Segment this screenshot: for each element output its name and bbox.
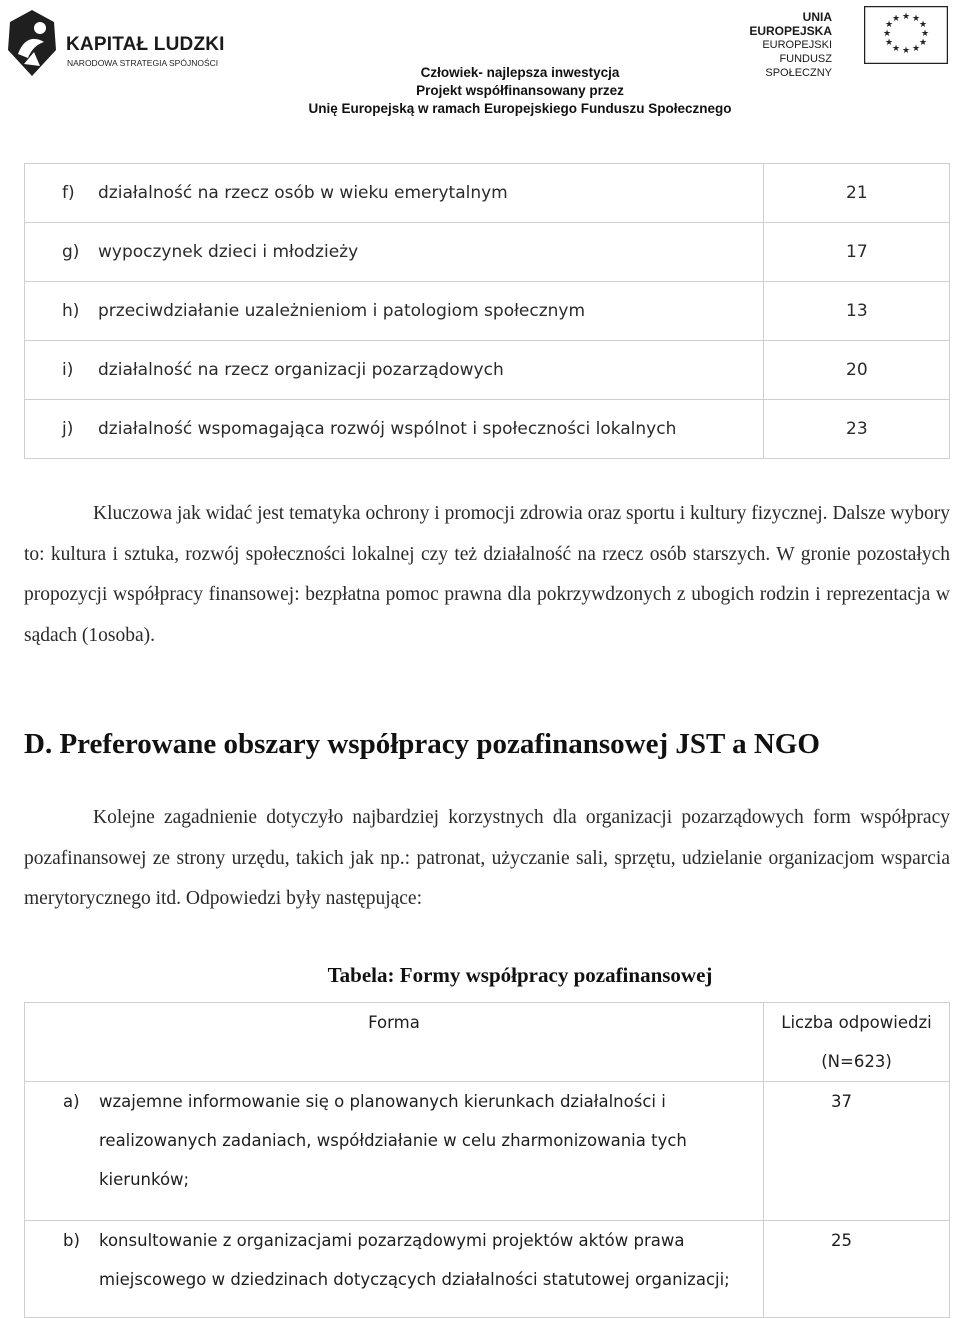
svg-text:★: ★: [911, 14, 921, 24]
slogan-line: Projekt współfinansowany przez: [416, 83, 624, 98]
table-row: [25, 1221, 950, 1318]
table-cell-count: 21: [764, 164, 950, 223]
table-cell-area: [25, 282, 764, 341]
table-header-row: [25, 1003, 950, 1082]
svg-text:★: ★: [891, 14, 901, 24]
svg-text:★: ★: [920, 29, 930, 39]
column-header-count-line2: (N=623): [821, 1052, 892, 1071]
table-cell-area: [25, 223, 764, 282]
svg-text:★: ★: [901, 46, 911, 56]
project-slogan: [260, 64, 780, 118]
row-text: wypoczynek dzieci i młodzieży: [98, 242, 359, 262]
table-cell-form: [25, 1082, 764, 1221]
intro-paragraph-text: Kolejne zagadnienie dotyczyło najbardziej korzystnych dla organizacji pozarządowych form współpracy pozafinansowej ze strony urzędu, takich jak np.: patronat, użyczanie sali, sprzętu, udzielanie organizacjom wsparcia merytorycznego itd. Odpowiedzi były następujące:: [24, 807, 950, 909]
svg-text:★: ★: [891, 44, 901, 54]
svg-text:★: ★: [884, 38, 894, 48]
page-header: [0, 0, 960, 130]
eu-logo-line2: EUROPEJSKI: [762, 39, 832, 51]
table-cell-count: 23: [764, 400, 950, 459]
table-row: [25, 223, 950, 282]
svg-text:★: ★: [911, 44, 921, 54]
table-cell-area: [25, 164, 764, 223]
column-header-forma: Forma: [25, 1003, 764, 1082]
kapital-ludzki-emblem-icon: [4, 8, 60, 78]
row-text: działalność na rzecz osób w wieku emerytalnym: [98, 183, 508, 203]
svg-text:★: ★: [918, 38, 928, 48]
row-letter: j): [62, 419, 74, 439]
summary-paragraph: [24, 494, 950, 656]
kapital-ludzki-title: KAPITAŁ LUDZKI: [66, 34, 225, 55]
table-cell-count: 37: [764, 1082, 950, 1221]
row-letter: i): [62, 360, 74, 380]
svg-text:★: ★: [901, 12, 911, 22]
row-text: konsultowanie z organizacjami pozarządowymi projektów aktów prawa miejscowego w dziedzinach dotyczących działalności statutowej organizacji;: [99, 1231, 730, 1289]
table-row: [25, 282, 950, 341]
column-header-count-line1: Liczba odpowiedzi: [781, 1013, 932, 1032]
table-cell-area: [25, 400, 764, 459]
table-cell-count: 13: [764, 282, 950, 341]
table-row: [25, 400, 950, 459]
row-text: przeciwdziałanie uzależnieniom i patologiom społecznym: [98, 301, 586, 321]
eu-flag-icon: [864, 6, 948, 64]
table-row: [25, 164, 950, 223]
svg-text:★: ★: [882, 29, 892, 39]
table-row: [25, 341, 950, 400]
table-row: [25, 1082, 950, 1221]
eu-logo-line3: FUNDUSZ SPOŁECZNY: [765, 53, 832, 79]
table-cell-count: 25: [764, 1221, 950, 1318]
kapital-ludzki-subtitle: NARODOWA STRATEGIA SPÓJNOŚCI: [67, 58, 219, 68]
section-heading: D. Preferowane obszary współpracy pozafinansowej JST a NGO: [24, 728, 820, 760]
row-text: wzajemne informowanie się o planowanych kierunkach działalności i realizowanych zadaniach, współdziałanie w celu zharmonizowania tych kierunków;: [99, 1092, 687, 1189]
table-cell-area: [25, 341, 764, 400]
row-letter: g): [62, 242, 80, 262]
slogan-line: Unię Europejską w ramach Europejskiego Funduszu Społecznego: [308, 101, 732, 116]
row-letter: a): [63, 1092, 80, 1111]
row-letter: f): [62, 183, 75, 203]
svg-text:★: ★: [918, 20, 928, 30]
slogan-line: Człowiek- najlepsza inwestycja: [420, 65, 620, 80]
row-letter: b): [63, 1231, 80, 1250]
non-financial-cooperation-table: [24, 1002, 950, 1318]
kapital-ludzki-logo: [4, 8, 224, 78]
table-cell-form: [25, 1221, 764, 1318]
eu-logo: [720, 4, 954, 79]
table-cell-count: 20: [764, 341, 950, 400]
row-text: działalność na rzecz organizacji pozarządowych: [98, 360, 504, 380]
eu-logo-line1: UNIA EUROPEJSKA: [749, 10, 832, 38]
column-header-count: [764, 1003, 950, 1082]
table-cell-count: 17: [764, 223, 950, 282]
summary-paragraph-text: Kluczowa jak widać jest tematyka ochrony i promocji zdrowia oraz sportu i kultury fizycznej. Dalsze wybory to: kultura i sztuka, rozwój społeczności lokalnej czy też działalność na rzecz osób starszych. W gronie pozostałych propozycji współpracy finansowej: bezpłatna pomoc prawna dla pokrzywdzonych z ubogich rodzin i reprezentacja w sądach (1osoba).: [24, 503, 950, 646]
financial-cooperation-table-continued: [24, 163, 950, 459]
intro-paragraph: [24, 798, 950, 920]
svg-text:★: ★: [884, 20, 894, 30]
row-text: działalność wspomagająca rozwój wspólnot i społeczności lokalnych: [98, 419, 677, 439]
row-letter: h): [62, 301, 80, 321]
table-title: Tabela: Formy współpracy pozafinansowej: [327, 963, 713, 987]
